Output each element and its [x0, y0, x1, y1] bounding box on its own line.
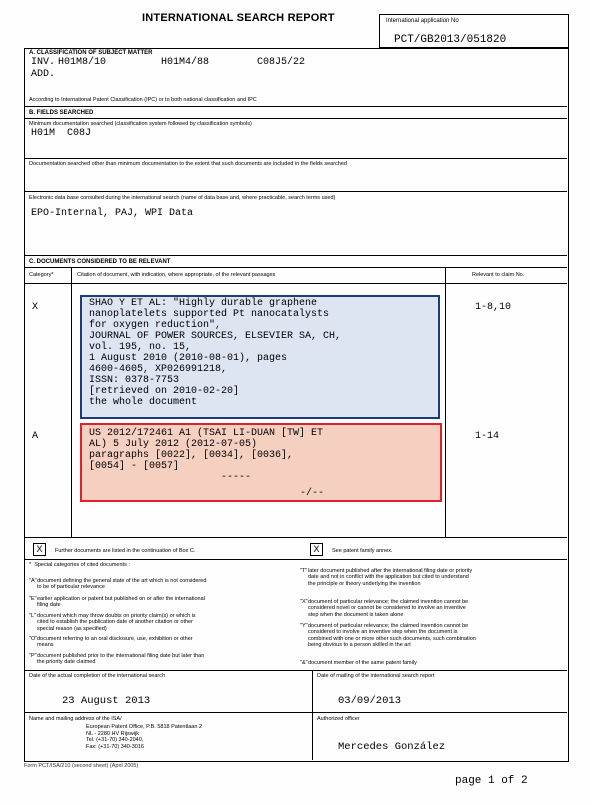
further-documents-text: Further documents are listed in the continuation of Box C.	[55, 548, 196, 554]
category-text: document member of the same patent family	[308, 660, 417, 666]
authorized-officer-label: Authorized officer	[317, 716, 360, 722]
row-2-claims: 1-14	[475, 431, 500, 442]
category-text: document published prior to the international filing date but later than the priority date claimed	[37, 653, 205, 666]
isa-address: European Patent Office, P.B. 5818 Patentlaan 2 NL - 2280 HV Rijswijk Tel. (+31-70) 340-2040, Fax: (+31-70) 340-3016	[86, 724, 202, 750]
citation-line: for oxygen reduction",	[89, 320, 222, 331]
row-2-category: A	[32, 431, 39, 442]
category-text: document defining the general state of the art which is not considered to be of particular relevance	[37, 578, 207, 591]
category-key: "L"	[29, 613, 36, 619]
minimum-documentation-label: Minimum documentation searched (classification system followed by classification symbols)	[29, 121, 252, 127]
citation-line: 1 August 2010 (2010-08-01), pages	[89, 353, 288, 364]
database-label: Electronic data base consulted during the international search (name of data base and, where practicable, search terms used)	[29, 195, 336, 201]
form-reference: Form PCT/ISA/210 (second sheet) (April 2005)	[24, 763, 139, 769]
application-number-label: International application No	[386, 18, 459, 24]
category-key: "T"	[300, 568, 308, 574]
row-1-category: X	[32, 302, 39, 313]
inv-code-2: H01M4/88	[161, 57, 210, 68]
row-2-citation	[89, 428, 323, 483]
mailing-date: 03/09/2013	[338, 695, 402, 707]
category-key: "A"	[29, 578, 37, 584]
category-key: "Y"	[300, 623, 308, 629]
citation-line: [retrieved on 2010-02-20]	[89, 386, 240, 397]
continued-marker: -/--	[300, 488, 325, 499]
category-text: later document published after the international filing date or priority date and not in conflict with the application but cited to understand the principle or theory underlying the invention	[308, 568, 473, 587]
category-text: document which may throw doubts on priority claim(s) or which is cited to establish the publication date of another citation or other special reason (as specified)	[37, 613, 196, 632]
inv-code-3: C08J5/22	[257, 57, 306, 68]
category-text: document of particular relevance; the claimed invention cannot be considered novel or cannot be considered to involve an inventive step when the document is taken alone	[308, 599, 469, 618]
citation-column-header: Citation of document, with indication, where appropriate, of the relevant passages	[77, 272, 276, 278]
database-value: EPO-Internal, PAJ, WPI Data	[31, 208, 194, 219]
completion-date: 23 August 2013	[62, 695, 151, 707]
citation-line: 4600-4605, XP026991218,	[89, 364, 228, 375]
citation-line: the whole document	[89, 397, 198, 408]
ipc-note: According to International Patent Classification (IPC) or to both national classification and IPC	[29, 97, 257, 103]
inv-label: INV.	[31, 57, 56, 68]
row-1-claims: 1-8,10	[475, 302, 512, 313]
citation-line: paragraphs [0022], [0034], [0036],	[89, 450, 294, 461]
application-number: PCT/GB2013/051820	[394, 34, 507, 46]
relevant-column-header: Relevant to claim No.	[472, 272, 525, 278]
citation-line: nanoplatelets supported Pt nanocatalysts	[89, 309, 330, 320]
category-text: document of particular relevance; the claimed invention cannot be considered to involve an inventive step when the document is combined with one or more other such documents, such combination being obvious to a person skilled in the art	[308, 623, 476, 648]
citation-line: -----	[89, 472, 252, 483]
report-title: INTERNATIONAL SEARCH REPORT	[142, 12, 335, 24]
section-c-heading: C. DOCUMENTS CONSIDERED TO BE RELEVANT	[29, 259, 171, 265]
mailing-date-label: Date of mailing of the international search report	[317, 673, 435, 679]
category-key: "&"	[300, 660, 308, 666]
minimum-documentation-value: H01M C08J	[31, 128, 92, 139]
citation-line: SHAO Y ET AL: "Highly durable graphene	[89, 298, 318, 309]
category-text: document referring to an oral disclosure, use, exhibition or other means	[37, 636, 193, 649]
category-key: "O"	[29, 636, 38, 642]
citation-line: AL) 5 July 2012 (2012-07-05)	[89, 439, 258, 450]
section-a-heading: A. CLASSIFICATION OF SUBJECT MATTER	[29, 50, 153, 56]
row-1-citation	[89, 298, 341, 408]
category-text: earlier application or patent but published on or after the international filing date	[37, 596, 205, 609]
add-label: ADD.	[31, 69, 56, 80]
authorized-officer-name: Mercedes González	[338, 741, 446, 753]
citation-line: US 2012/172461 A1 (TSAI LI-DUAN [TW] ET	[89, 428, 324, 439]
citation-line: ISSN: 0378-7753	[89, 375, 180, 386]
category-key: "X"	[300, 599, 308, 605]
further-documents-checkbox: X	[33, 543, 46, 556]
inv-code-1: H01M8/10	[58, 57, 107, 68]
category-key: "E"	[29, 596, 37, 602]
category-key: "P"	[29, 653, 37, 659]
application-number-box	[379, 14, 569, 48]
citation-line: [0054] - [0057]	[89, 461, 180, 472]
patent-family-checkbox: X	[310, 543, 323, 556]
page-indicator: page 1 of 2	[455, 775, 528, 787]
completion-date-label: Date of the actual completion of the international search	[29, 673, 166, 679]
citation-line: vol. 195, no. 15,	[89, 342, 192, 353]
citation-line: JOURNAL OF POWER SOURCES, ELSEVIER SA, CH,	[89, 331, 342, 342]
section-b-heading: B. FIELDS SEARCHED	[29, 110, 94, 116]
category-column-header: Category*	[29, 272, 54, 278]
other-documentation-label: Documentation searched other than minimum documentation to the extent that such documents are included in the fields searched	[29, 161, 347, 167]
categories-heading: * Special categories of cited documents :	[29, 562, 130, 568]
isa-label: Name and mailing address of the ISA/	[29, 716, 122, 722]
patent-family-text: See patent family annex.	[332, 548, 393, 554]
